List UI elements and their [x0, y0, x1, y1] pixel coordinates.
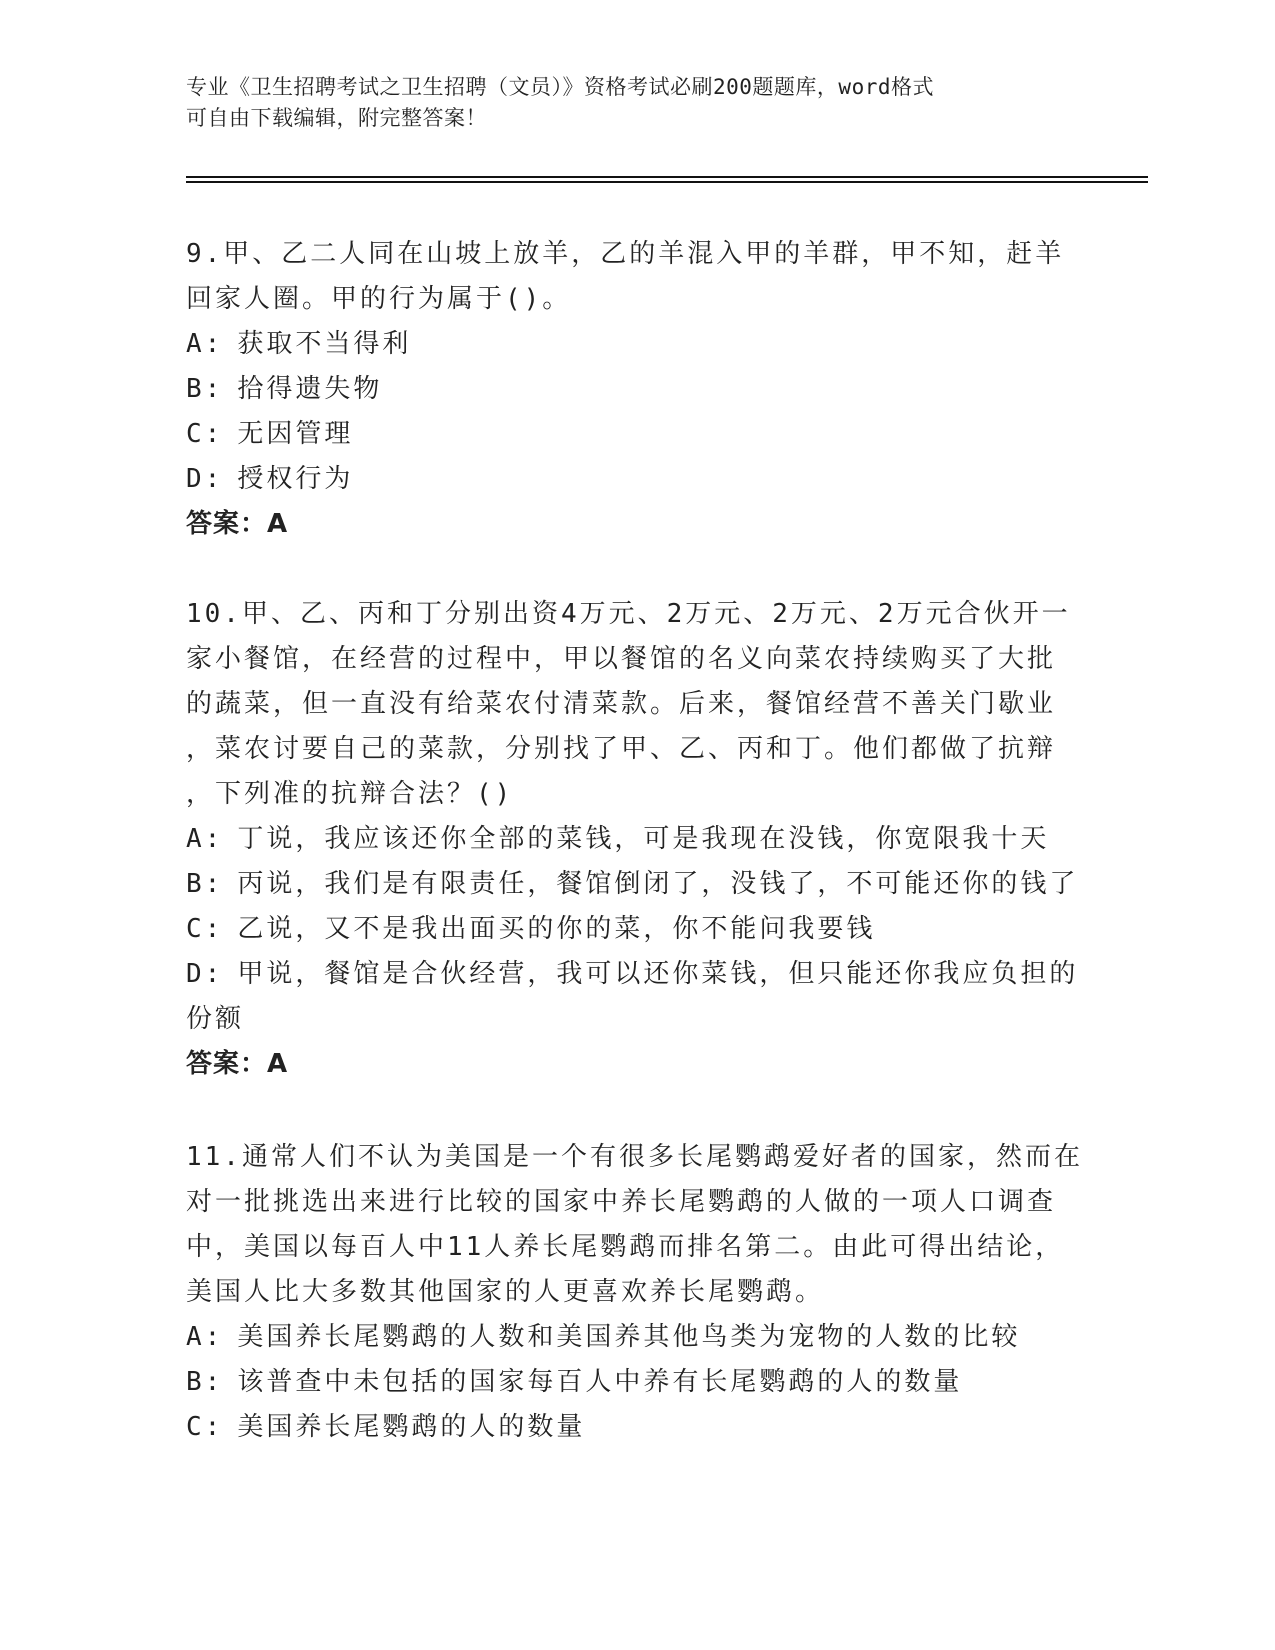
option-a: [186, 322, 1086, 367]
option-b: [186, 1360, 1086, 1405]
question-stem-line: 中，美国以每百人中11人养长尾鹦鹉而排名第二。由此可得出结论，: [186, 1232, 1065, 1262]
header-divider-top: [186, 176, 1148, 178]
question-stem-line: 美国人比大多数其他国家的人更喜欢养长尾鹦鹉。: [186, 1277, 825, 1307]
question-9: [186, 232, 1086, 547]
option-b: [186, 862, 1086, 907]
option-text: 拾得遗失物: [237, 374, 383, 404]
option-key: B:: [186, 1367, 224, 1397]
option-key: D:: [186, 464, 224, 494]
header-divider-bottom: [186, 181, 1148, 183]
question-stem-line: 回家人圈。甲的行为属于()。: [186, 284, 572, 314]
question-stem-line: 的蔬菜，但一直没有给菜农付清菜款。后来，餐馆经营不善关门歇业: [186, 689, 1057, 719]
option-d: [186, 457, 1086, 502]
question-stem-line: ，菜农讨要自己的菜款，分别找了甲、乙、丙和丁。他们都做了抗辩: [186, 734, 1057, 764]
option-text: 获取不当得利: [237, 329, 412, 359]
option-key: C:: [186, 419, 224, 449]
question-stem-line: ，下列准的抗辩合法？(): [186, 779, 514, 809]
option-d-continuation: 份额: [186, 1004, 245, 1034]
option-key: D:: [186, 959, 224, 989]
header-title-line-2: 可自由下载编辑，附完整答案！: [186, 106, 487, 130]
option-text: 甲说，餐馆是合伙经营，我可以还你菜钱，但只能还你我应负担的: [237, 959, 1079, 989]
option-text: 无因管理: [237, 419, 354, 449]
question-11: [186, 1135, 1086, 1450]
option-key: A:: [186, 1322, 224, 1352]
option-text: 美国养长尾鹦鹉的人数和美国养其他鸟类为宠物的人数的比较: [237, 1322, 1021, 1352]
option-text: 授权行为: [237, 464, 354, 494]
option-text: 该普查中未包括的国家每百人中养有长尾鹦鹉的人的数量: [237, 1367, 963, 1397]
question-stem-line: 家小餐馆，在经营的过程中，甲以餐馆的名义向菜农持续购买了大批: [186, 644, 1057, 674]
option-text: 丙说，我们是有限责任，餐馆倒闭了，没钱了，不可能还你的钱了: [237, 869, 1079, 899]
option-key: A:: [186, 824, 224, 854]
option-key: C:: [186, 914, 224, 944]
answer-label: 答案：A: [186, 509, 289, 539]
option-a: [186, 817, 1086, 862]
question-stem-line: 11.通常人们不认为美国是一个有很多长尾鹦鹉爱好者的国家，然而在: [186, 1142, 1083, 1172]
option-text: 乙说，又不是我出面买的你的菜，你不能问我要钱: [237, 914, 876, 944]
option-b: [186, 367, 1086, 412]
option-c: [186, 907, 1086, 952]
option-key: B:: [186, 374, 224, 404]
option-c: [186, 1405, 1086, 1450]
question-stem-line: 对一批挑选出来进行比较的国家中养长尾鹦鹉的人做的一项人口调查: [186, 1187, 1057, 1217]
option-c: [186, 412, 1086, 457]
question-stem-line: 10.甲、乙、丙和丁分别出资4万元、2万元、2万元、2万元合伙开一: [186, 599, 1071, 629]
question-10: [186, 592, 1086, 1087]
option-d: [186, 952, 1086, 997]
header-title-line-1: 专业《卫生招聘考试之卫生招聘（文员）》资格考试必刷200题题库，word格式: [186, 75, 934, 99]
answer-label: 答案：A: [186, 1049, 289, 1079]
option-a: [186, 1315, 1086, 1360]
option-key: C:: [186, 1412, 224, 1442]
option-text: 美国养长尾鹦鹉的人的数量: [237, 1412, 586, 1442]
document-header: [186, 72, 1056, 134]
option-text: 丁说，我应该还你全部的菜钱，可是我现在没钱，你宽限我十天: [237, 824, 1050, 854]
option-key: A:: [186, 329, 224, 359]
option-key: B:: [186, 869, 224, 899]
question-stem-line: 9.甲、乙二人同在山坡上放羊，乙的羊混入甲的羊群，甲不知，赶羊: [186, 239, 1065, 269]
